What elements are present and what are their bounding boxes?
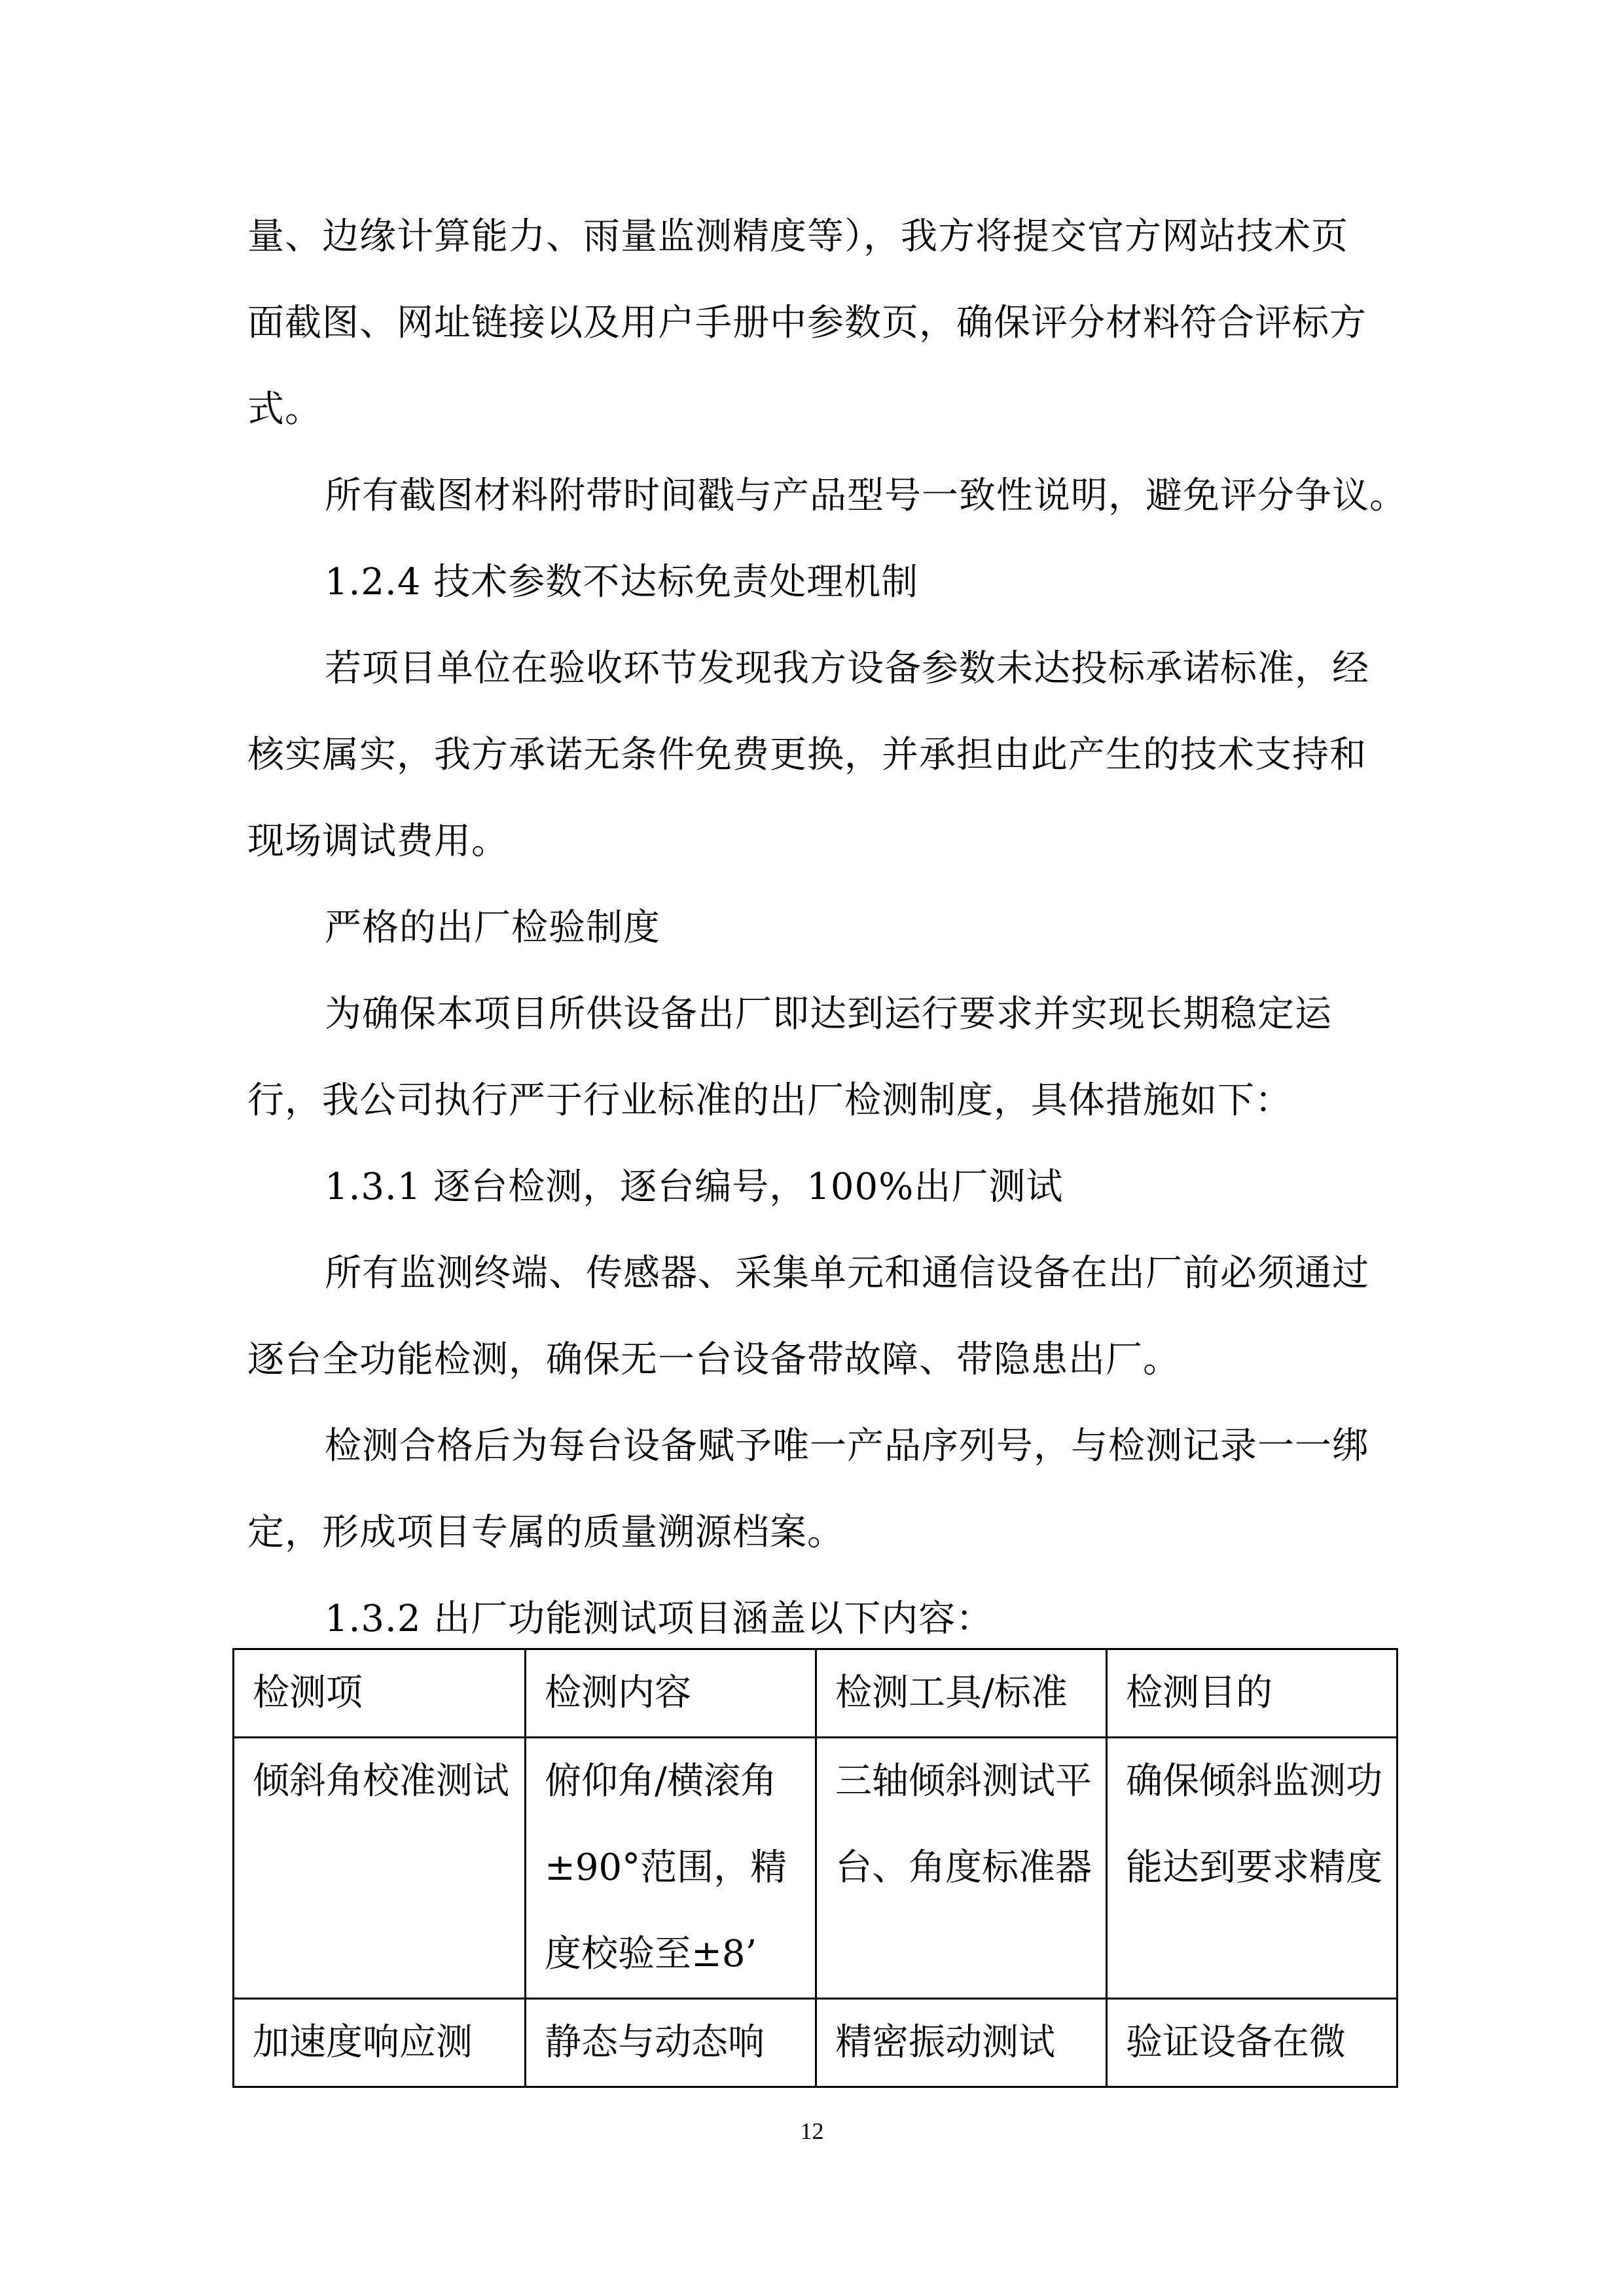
- table-header-cell: 检测项: [234, 1649, 526, 1738]
- table-cell: 确保倾斜监测功能达到要求精度: [1107, 1738, 1398, 1999]
- table-header-cell: 检测工具/标准: [816, 1649, 1107, 1738]
- table-cell: 三轴倾斜测试平台、角度标准器: [816, 1738, 1107, 1999]
- table-cell: 倾斜角校准测试: [234, 1738, 526, 1999]
- paragraph-line: 所有截图材料附带时间戳与产品型号一致性说明，避免评分争议。: [325, 475, 1407, 517]
- table-row: [234, 1999, 1398, 2087]
- paragraph-line: 式。: [247, 388, 322, 431]
- page-number: 12: [800, 2118, 824, 2144]
- paragraph-line: 检测合格后为每台设备赋予唯一产品序列号，与检测记录一一绑: [325, 1425, 1369, 1467]
- table-cell: 加速度响应测: [234, 1999, 526, 2087]
- paragraph-line: 现场调试费用。: [247, 820, 509, 863]
- paragraph-line: 若项目单位在验收环节发现我方设备参数未达投标承诺标准，经: [325, 647, 1369, 690]
- paragraph-line: 面截图、网址链接以及用户手册中参数页，确保评分材料符合评标方: [247, 302, 1367, 344]
- section-heading: 严格的出厂检验制度: [325, 906, 660, 949]
- table-cell: 精密振动测试: [816, 1999, 1107, 2087]
- table-header-cell: 检测内容: [526, 1649, 816, 1738]
- section-heading: 1.3.2 出厂功能测试项目涵盖以下内容：: [325, 1598, 994, 1640]
- table-header-cell: 检测目的: [1107, 1649, 1398, 1738]
- paragraph-line: 量、边缘计算能力、雨量监测精度等），我方将提交官方网站技术页: [247, 215, 1348, 258]
- section-heading: 1.2.4 技术参数不达标免责处理机制: [325, 561, 919, 603]
- paragraph-line: 为确保本项目所供设备出厂即达到运行要求并实现长期稳定运: [325, 993, 1332, 1035]
- table-header-row: [234, 1649, 1398, 1738]
- paragraph-line: 所有监测终端、传感器、采集单元和通信设备在出厂前必须通过: [325, 1252, 1369, 1295]
- paragraph-line: 逐台全功能检测，确保无一台设备带故障、带隐患出厂。: [247, 1338, 1180, 1381]
- table-row: [234, 1738, 1398, 1999]
- section-heading: 1.3.1 逐台检测，逐台编号，100%出厂测试: [325, 1166, 1064, 1208]
- paragraph-line: 行，我公司执行严于行业标准的出厂检测制度，具体措施如下：: [247, 1079, 1292, 1122]
- table-cell: 俯仰角/横滚角±90°范围，精度校验至±8’: [526, 1738, 816, 1999]
- paragraph-line: 定，形成项目专属的质量溯源档案。: [247, 1511, 844, 1554]
- table-cell: 验证设备在微: [1107, 1999, 1398, 2087]
- table-cell: 静态与动态响: [526, 1999, 816, 2087]
- paragraph-line: 核实属实，我方承诺无条件免费更换，并承担由此产生的技术支持和: [247, 734, 1367, 776]
- inspection-table: [232, 1648, 1398, 2088]
